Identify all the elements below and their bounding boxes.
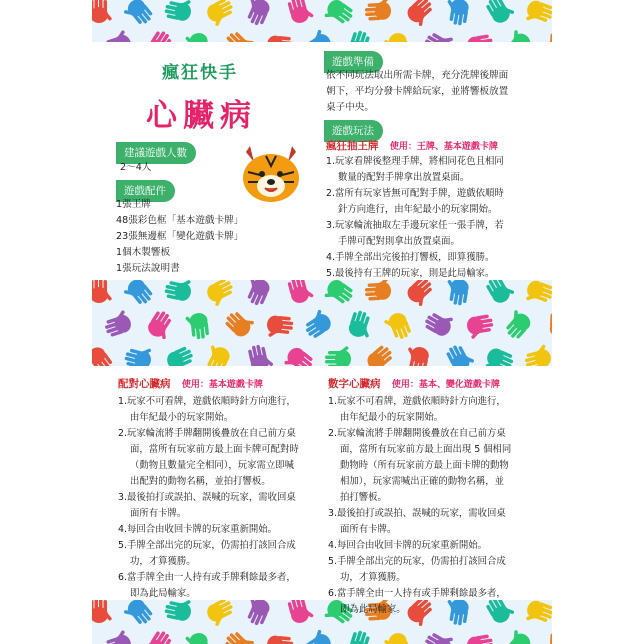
game2-name: 配對心臟病 xyxy=(118,378,171,390)
component-item: 23張無邊框「變化遊戲卡牌」 xyxy=(116,231,244,242)
handprint-icon xyxy=(102,628,136,644)
handprint-icon xyxy=(92,342,116,366)
game2-title xyxy=(118,376,263,391)
game3-name: 數字心臟病 xyxy=(328,378,381,390)
rule-line: 2.玩家輪流將手牌翻開後疊放在自己前方桌 xyxy=(328,428,506,439)
handprint-icon xyxy=(482,342,516,366)
rule-line: 面所有卡牌。 xyxy=(130,508,187,519)
handprint-icon xyxy=(402,342,436,366)
handprint-icon xyxy=(202,342,236,366)
rule-line: （動物且數量完全相同），玩家需立即喊 xyxy=(130,460,295,471)
handprint-icon xyxy=(422,628,456,644)
handprint-icon xyxy=(502,28,536,42)
rule-line: 2.玩家輪流將手牌翻開後疊放在自己前方桌 xyxy=(118,428,296,439)
rule-line: 5.手牌全部出完的玩家，仍需拍打該回合成 xyxy=(328,556,506,567)
title-subtitle: 瘋狂快手 xyxy=(162,63,238,83)
components-list xyxy=(116,197,243,277)
handprint-icon xyxy=(262,28,296,42)
rule-line: 動物時（所有玩家前方最上面卡牌的動物 xyxy=(340,460,509,471)
rule-line: 出配對的動物名稱，並拍打響板。 xyxy=(130,476,271,487)
handprint-icon xyxy=(302,308,336,346)
rule-line: 3.玩家輪流抽取左手邊玩家任一張手牌，若 xyxy=(326,220,504,231)
handprint-icon xyxy=(302,628,336,644)
rule-line: 相加），玩家需喊出正確的動物名稱，並 xyxy=(340,476,505,487)
rule-line: 4.每回合由收回卡牌的玩家重新開始。 xyxy=(328,540,487,551)
handprint-icon xyxy=(462,628,496,644)
rule-line: 3.最後拍打或誤拍、誤喊的玩家，需收回桌 xyxy=(328,508,506,519)
tiger-mascot-icon xyxy=(232,142,310,208)
rule-line: 數量的配對手牌拿出放置桌面。 xyxy=(338,172,470,183)
handprint-icon xyxy=(422,308,456,346)
rule-line: 功，才算獲勝。 xyxy=(340,572,406,583)
rule-line: 6.當手牌全由一人持有或手牌剩餘最多者， xyxy=(118,572,296,583)
game1-use: 使用：王牌、基本遊戲卡牌 xyxy=(389,142,498,152)
title-main: 心臟病 xyxy=(146,98,257,134)
play-header: 遊戲玩法 xyxy=(324,120,383,142)
handprint-icon xyxy=(382,628,416,644)
rule-line: 2.當所有玩家皆無可配對手牌，遊戲依順時 xyxy=(326,188,504,199)
handprint-band-bottom xyxy=(92,600,552,644)
rule-line: 即為此局輸家。 xyxy=(130,588,196,599)
handprint-icon xyxy=(342,308,376,346)
game1-title xyxy=(326,138,498,153)
handprint-icon xyxy=(222,28,256,42)
rule-line: 5.手牌全部出完的玩家，仍需拍打該回合成 xyxy=(118,540,296,551)
rule-line: 4.手牌全部出完後拍打響板，即算獲勝。 xyxy=(326,252,495,263)
handprint-icon xyxy=(442,342,476,366)
rule-line: 1.玩家不可看牌，遊戲依順時針方向進行， xyxy=(328,396,506,407)
handprint-icon xyxy=(542,28,552,42)
component-item: 1張玩法說明書 xyxy=(116,263,180,274)
handprint-icon xyxy=(222,308,256,346)
handprint-icon xyxy=(142,308,176,346)
rule-line: 針方向進行，由年紀最小的玩家開始。 xyxy=(338,204,498,215)
players-header: 建議遊戲人數 xyxy=(116,142,196,164)
prep-text: 依不同玩法取出所需卡牌，充分洗牌後牌面 朝下，平均分發卡牌給玩家，並將響板放置 桌子中央。 xyxy=(326,70,509,113)
component-item: 1個木製響板 xyxy=(116,247,171,258)
rule-sheet xyxy=(92,0,552,644)
rule-line: 6.當手牌全由一人持有或手牌剩餘最多者， xyxy=(328,588,506,599)
handprint-icon xyxy=(162,342,196,366)
rule-line: 即為此局輸家。 xyxy=(340,604,406,615)
rule-line: 面，當所有玩家前方最上面卡牌可配對時 xyxy=(130,444,299,455)
handprint-icon xyxy=(342,28,376,42)
handprint-icon xyxy=(322,342,356,366)
rule-line: 面所有卡牌。 xyxy=(340,524,397,535)
handprint-band-top xyxy=(92,0,552,42)
handprint-icon xyxy=(342,628,376,644)
rule-line: 拍打響板。 xyxy=(340,492,387,503)
rule-line: 由年紀最小的玩家開始。 xyxy=(340,412,444,423)
prep-header: 遊戲準備 xyxy=(324,51,383,73)
game2-use: 使用：基本遊戲卡牌 xyxy=(181,380,263,390)
players-value: 2～4人 xyxy=(120,162,152,173)
handprint-icon xyxy=(142,28,176,42)
handprint-icon xyxy=(282,342,316,366)
rule-line: 3.最後拍打或誤拍、誤喊的玩家，需收回桌 xyxy=(118,492,296,503)
component-item: 1張王牌 xyxy=(116,199,151,210)
rule-line: 5.最後持有王牌的玩家，則是此局輸家。 xyxy=(326,268,495,279)
rule-line: 功，才算獲勝。 xyxy=(130,556,196,567)
component-item: 48張彩色框「基本遊戲卡牌」 xyxy=(116,215,244,226)
handprint-icon xyxy=(302,28,336,42)
handprint-icon xyxy=(362,342,396,366)
rule-line: 1.玩家看牌後整理手牌，將相同花色且相同 xyxy=(326,156,504,167)
handprint-icon xyxy=(382,28,416,42)
handprint-icon xyxy=(122,342,156,366)
handprint-band-middle xyxy=(92,280,552,366)
handprint-icon xyxy=(462,28,496,42)
handprint-icon xyxy=(542,628,552,644)
components-header: 遊戲配件 xyxy=(116,180,175,202)
handprint-icon xyxy=(502,308,536,346)
handprint-icon xyxy=(222,628,256,644)
game3-title xyxy=(328,376,500,391)
rule-line: 手牌可配對則拿出放置桌面。 xyxy=(338,236,460,247)
handprint-icon xyxy=(182,28,216,42)
rule-line: 4.每回合由收回卡牌的玩家重新開始。 xyxy=(118,524,277,535)
game1-name: 瘋狂抽王牌 xyxy=(326,140,379,152)
handprint-icon xyxy=(242,342,276,366)
handprint-icon xyxy=(522,342,552,366)
game3-use: 使用：基本、變化遊戲卡牌 xyxy=(391,380,500,390)
handprint-icon xyxy=(182,628,216,644)
handprint-icon xyxy=(422,28,456,42)
handprint-icon xyxy=(102,28,136,42)
handprint-icon xyxy=(502,628,536,644)
handprint-icon xyxy=(262,628,296,644)
rule-line: 1.玩家不可看牌，遊戲依順時針方向進行， xyxy=(118,396,296,407)
rule-line: 由年紀最小的玩家開始。 xyxy=(130,412,234,423)
rule-line: 面，當所有玩家前方最上面出現 5 個相同 xyxy=(340,444,512,455)
handprint-icon xyxy=(142,628,176,644)
